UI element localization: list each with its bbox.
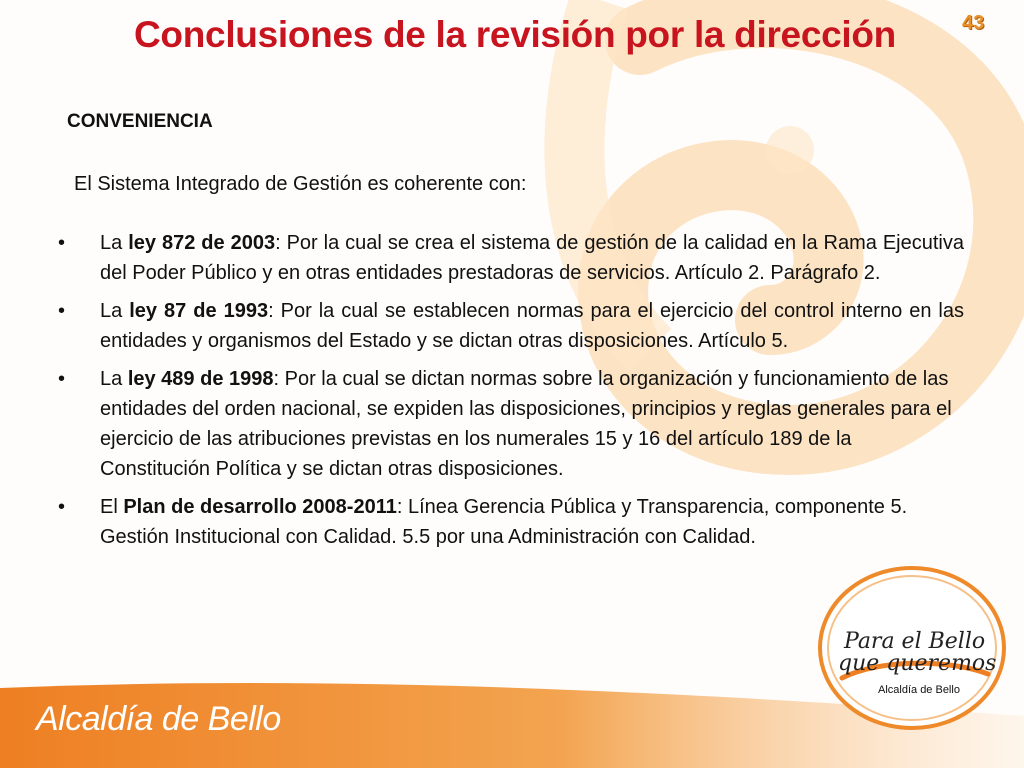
logo-seal: [812, 560, 1012, 730]
logo-caption: Alcaldía de Bello: [878, 684, 960, 696]
bullet-item-plan-desarrollo: [58, 492, 964, 552]
bullet-bold: ley 872 de 2003: [128, 232, 276, 254]
slide-number: 43: [962, 12, 985, 34]
section-heading: CONVENIENCIA: [67, 111, 213, 132]
bullet-icon: •: [58, 232, 66, 254]
bullet-item-ley-87: [58, 296, 964, 356]
logo-text-line2: que queremos: [838, 651, 997, 676]
logo-text-line1: Para el Bello: [844, 629, 986, 654]
slide-title: Conclusiones de la revisión por la dirección: [134, 14, 896, 55]
intro-text: El Sistema Integrado de Gestión es coherente con:: [74, 173, 527, 195]
bullet-text: : Línea Gerencia Pública y Transparencia, componente 5. Gestión Institucional con Calidad. 5.5 por una Administración con Calidad.: [100, 496, 908, 548]
bullet-prefix: La: [100, 368, 128, 390]
bullet-text: : Por la cual se dictan normas sobre la organización y funcionamiento de las entidades del orden nacional, se expiden las disposiciones, principios y reglas generales para el ejercicio de las atribuciones previstas en los numerales 15 y 16 del artículo 189 de la Constitución Política y se dictan otras disposiciones.: [100, 368, 952, 480]
bullet-bold: Plan de desarrollo 2008-2011: [123, 496, 397, 518]
bullet-text: : Por la cual se crea el sistema de gestión de la calidad en la Rama Ejecutiva del Poder Público y en otras entidades prestadoras de servicios. Artículo 2. Parágrafo 2.: [100, 232, 964, 284]
bullet-icon: •: [58, 300, 66, 322]
bullet-icon: •: [58, 496, 66, 518]
bullet-prefix: El: [100, 496, 124, 518]
bullet-icon: •: [58, 368, 66, 390]
bullet-item-ley-489: [58, 364, 964, 484]
footer-brand: Alcaldía de Bello: [36, 700, 281, 738]
bullet-item-ley-872: [58, 228, 964, 288]
bullet-list: [58, 228, 964, 560]
bullet-bold: ley 87 de 1993: [129, 300, 269, 322]
bullet-text: : Por la cual se establecen normas para el ejercicio del control interno en las entidades y organismos del Estado y se dictan otras disposiciones. Artículo 5.: [100, 300, 964, 352]
bullet-prefix: La: [100, 300, 130, 322]
bullet-bold: ley 489 de 1998: [127, 368, 274, 390]
bullet-prefix: La: [100, 232, 129, 254]
